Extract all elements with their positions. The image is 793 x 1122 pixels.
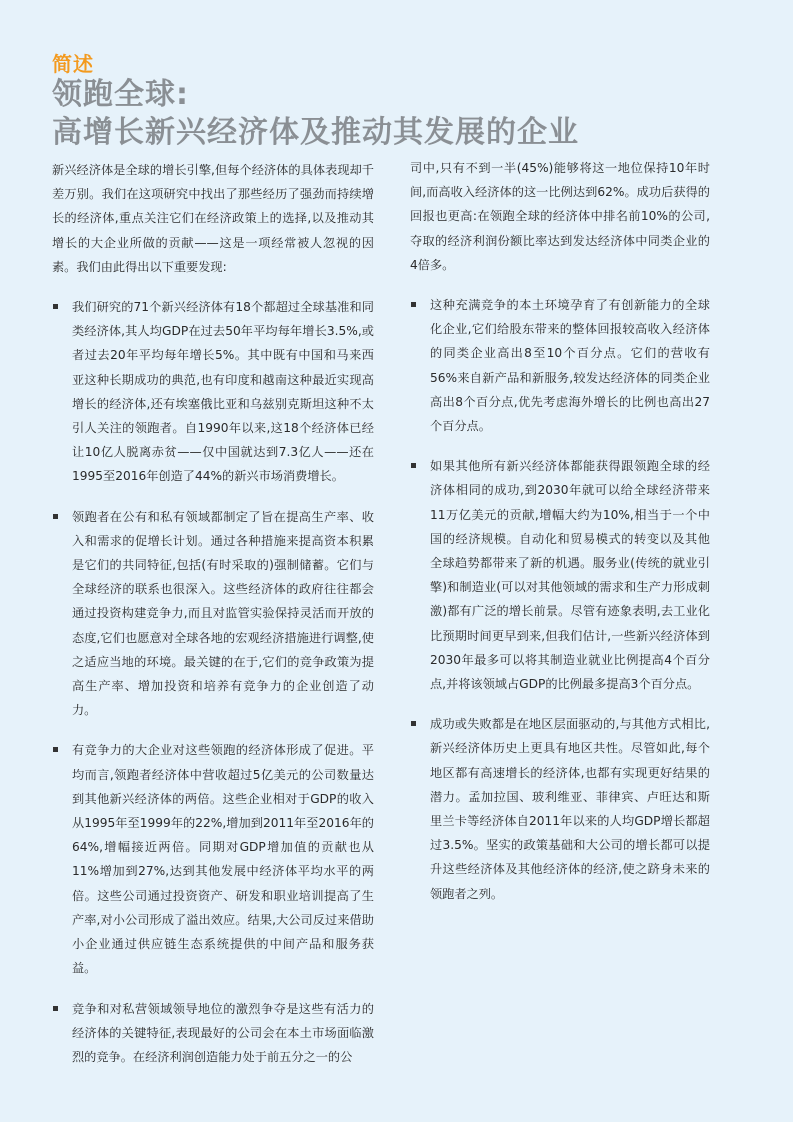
bullet-marker-icon xyxy=(411,302,416,307)
bullet-item xyxy=(52,997,374,1070)
bullet-marker-icon xyxy=(53,304,58,309)
bullet-item xyxy=(52,295,374,489)
title-line-2: 高增长新兴经济体及推动其发展的企业 xyxy=(52,115,579,150)
bullet-text: 成功或失败都是在地区层面驱动的,与其他方式相比,新兴经济体历史上更具有地区共性。尽管如此,每个地区都有高速增长的经济体,也都有实现更好结果的潜力。孟加拉国、玻利维亚、菲律宾、卢旺达和斯里兰卡等经济体自2011年以来的人均GDP增长都超过3.5%。坚实的政策基础和大公司的增长都可以提升这些经济体及其他经济体的经济,使之跻身未来的领跑者之列。 xyxy=(430,717,710,901)
bullet-marker-icon xyxy=(411,721,416,726)
bullet-text: 有竞争力的大企业对这些领跑的经济体形成了促进。平均而言,领跑者经济体中营收超过5亿美元的公司数量达到其他新兴经济体的两倍。这些企业相对于GDP的收入从1995年至1999年的22%,增加到2011年至2016年的64%,增幅接近两倍。同期对GDP增加值的贡献也从11%增加到27%,达到其他发展中经济体平均水平的两倍。这些公司通过投资资产、研发和职业培训提高了生产率,对小公司形成了溢出效应。结果,大公司反过来借助小企业通过供应链生态系统提供的中间产品和服务获益。 xyxy=(72,743,374,976)
section-kicker: 简述 xyxy=(52,52,94,76)
intro-paragraph: 新兴经济体是全球的增长引擎,但每个经济体的具体表现却千差万别。我们在这项研究中找出了那些经历了强劲而持续增长的经济体,重点关注它们在经济政策上的选择,以及推动其增长的大企业所做的贡献——这是一项经常被人忽视的因素。我们由此得出以下重要发现: xyxy=(52,163,374,274)
bullet-item xyxy=(410,293,710,438)
bullet-marker-icon xyxy=(53,1006,58,1011)
title-line-1: 领跑全球: xyxy=(52,77,189,112)
right-column xyxy=(410,156,710,922)
bullet-item xyxy=(52,738,374,980)
bullet-text: 我们研究的71个新兴经济体有18个都超过全球基准和同类经济体,其人均GDP在过去50年平均每年增长3.5%,或者过去20年平均每年增长5%。其中既有中国和马来西亚这种长期成功的典范,也有印度和越南这种最近实现高增长的经济体,还有埃塞俄比亚和乌兹别克斯坦这种不太引人关注的领跑者。自1990年以来,这18个经济体已经让10亿人脱离赤贫——仅中国就达到7.3亿人——还在1995至2016年创造了44%的新兴市场消费增长。 xyxy=(72,300,374,484)
bullet-marker-icon xyxy=(411,463,416,468)
bullet-text: 这种充满竞争的本土环境孕育了有创新能力的全球化企业,它们给股东带来的整体回报较高收入经济体的同类企业高出8至10个百分点。它们的营收有56%来自新产品和新服务,较发达经济体的同类企业高出8个百分点,优先考虑海外增长的比例也高出27个百分点。 xyxy=(430,298,710,434)
bullet-item xyxy=(410,712,710,906)
bullet-text: 领跑者在公有和私有领域都制定了旨在提高生产率、收入和需求的促增长计划。通过各种措施来提高资本积累是它们的共同特征,包括(有时采取的)强制储蓄。它们与全球经济的联系也很深入。这些经济体的政府往往都会通过投资构建竞争力,而且对监管实验保持灵活而开放的态度,它们也愿意对全球各地的宏观经济措施进行调整,使之适应当地的环境。最关键的在于,它们的竞争政策为提高生产率、增加投资和培养有竞争力的企业创造了动力。 xyxy=(72,509,374,718)
bullet-text: 如果其他所有新兴经济体都能获得跟领跑全球的经济体相同的成功,到2030年就可以给全球经济带来11万亿美元的贡献,增幅大约为10%,相当于一个中国的经济规模。自动化和贸易模式的转变以及其他全球趋势都带来了新的机遇。服务业(传统的就业引擎)和制造业(可以对其他领域的需求和生产力形成刺激)都有广泛的增长前景。尽管有迹象表明,去工业化比预期时间更早到来,但我们估计,一些新兴经济体到2030年最多可以将其制造业就业比例提高4个百分点,并将该领域占GDP的比例最多提高3个百分点。 xyxy=(430,459,710,692)
page-title xyxy=(52,76,579,152)
continuation-paragraph: 司中,只有不到一半(45%)能够将这一地位保持10年时间,而高收入经济体的这一比例达到62%。成功后获得的回报也更高:在领跑全球的经济体中排名前10%的公司,夺取的经济利润份额比率达到发达经济体中同类企业的4倍多。 xyxy=(410,161,710,272)
bullet-marker-icon xyxy=(53,747,58,752)
bullet-text: 竞争和对私营领域领导地位的激烈争夺是这些有活力的经济体的关键特征,表现最好的公司会在本土市场面临激烈的竞争。在经济利润创造能力处于前五分之一的公 xyxy=(72,1001,374,1064)
bullet-marker-icon xyxy=(53,514,58,519)
bullet-item xyxy=(52,505,374,723)
left-column xyxy=(52,158,374,1085)
bullet-item xyxy=(410,454,710,696)
